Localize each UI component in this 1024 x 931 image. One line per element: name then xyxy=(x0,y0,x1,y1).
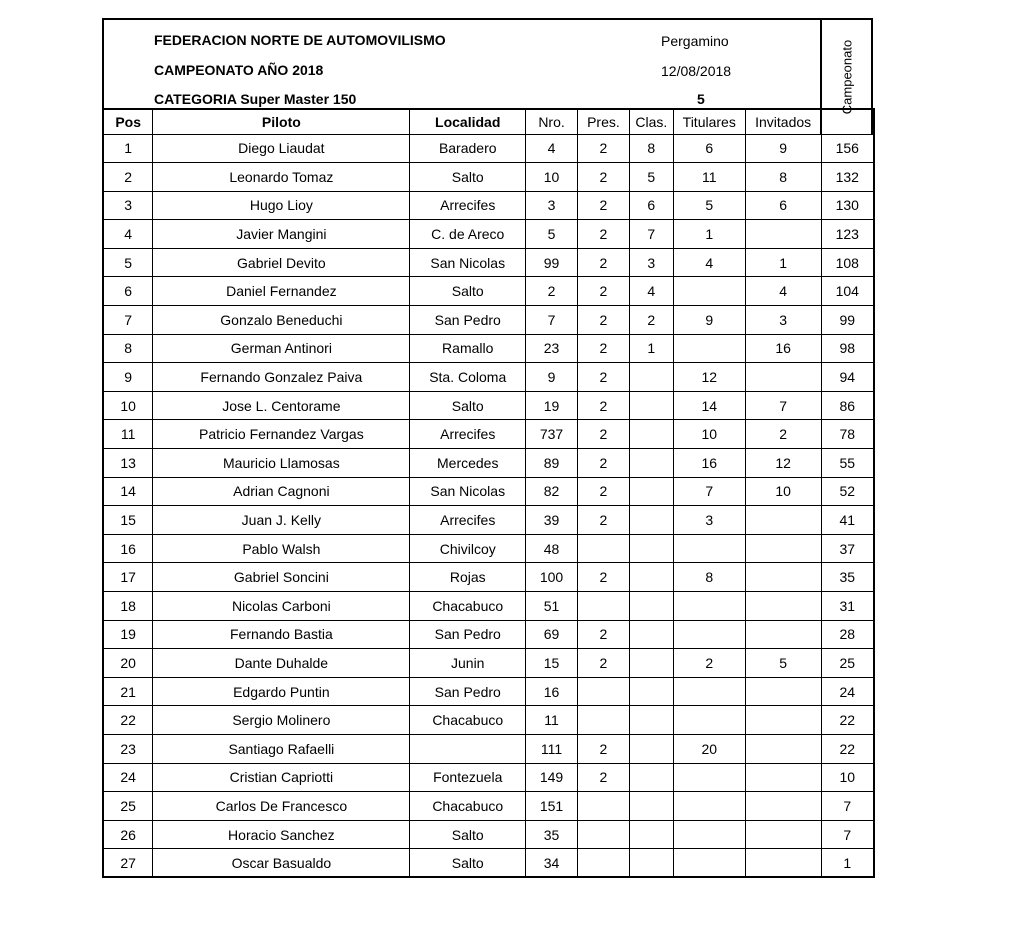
table-row xyxy=(103,420,874,449)
cell-piloto: Nicolas Carboni xyxy=(153,592,410,621)
cell-campeonato: 99 xyxy=(821,306,874,335)
cell-pos: 17 xyxy=(103,563,153,592)
cell-nro: 149 xyxy=(526,763,578,792)
cell-invitados xyxy=(745,763,821,792)
cell-nro: 15 xyxy=(526,649,578,678)
cell-localidad: Baradero xyxy=(410,134,526,163)
cell-pos: 21 xyxy=(103,677,153,706)
table-row xyxy=(103,734,874,763)
cell-invitados xyxy=(745,849,821,878)
cell-clas xyxy=(629,420,673,449)
col-header-campeonato xyxy=(821,109,874,134)
cell-invitados: 4 xyxy=(745,277,821,306)
cell-titulares xyxy=(673,706,745,735)
cell-pres: 2 xyxy=(577,391,629,420)
cell-campeonato: 7 xyxy=(821,820,874,849)
cell-titulares: 10 xyxy=(673,420,745,449)
col-header-pos: Pos xyxy=(103,109,153,134)
table-header-row xyxy=(103,109,874,134)
cell-piloto: Gonzalo Beneduchi xyxy=(153,306,410,335)
cell-invitados: 1 xyxy=(745,248,821,277)
cell-piloto: Leonardo Tomaz xyxy=(153,163,410,192)
cell-pres: 2 xyxy=(577,734,629,763)
championship-title: CAMPEONATO AÑO 2018 xyxy=(154,62,324,78)
cell-piloto: Javier Mangini xyxy=(153,220,410,249)
cell-piloto: Oscar Basualdo xyxy=(153,849,410,878)
cell-titulares xyxy=(673,534,745,563)
cell-clas xyxy=(629,706,673,735)
cell-piloto: Hugo Lioy xyxy=(153,191,410,220)
cell-localidad: Arrecifes xyxy=(410,506,526,535)
cell-nro: 82 xyxy=(526,477,578,506)
cell-campeonato: 37 xyxy=(821,534,874,563)
cell-titulares: 2 xyxy=(673,649,745,678)
cell-pres: 2 xyxy=(577,334,629,363)
table-row xyxy=(103,820,874,849)
cell-pos: 7 xyxy=(103,306,153,335)
cell-localidad: Rojas xyxy=(410,563,526,592)
cell-nro: 48 xyxy=(526,534,578,563)
cell-nro: 19 xyxy=(526,391,578,420)
cell-pos: 24 xyxy=(103,763,153,792)
cell-clas xyxy=(629,391,673,420)
cell-pres: 2 xyxy=(577,306,629,335)
cell-nro: 39 xyxy=(526,506,578,535)
cell-invitados: 5 xyxy=(745,649,821,678)
cell-pos: 9 xyxy=(103,363,153,392)
cell-invitados xyxy=(745,220,821,249)
cell-campeonato: 98 xyxy=(821,334,874,363)
col-header-invitados: Invitados xyxy=(745,109,821,134)
cell-piloto: Pablo Walsh xyxy=(153,534,410,563)
cell-invitados: 6 xyxy=(745,191,821,220)
cell-campeonato: 41 xyxy=(821,506,874,535)
cell-pos: 27 xyxy=(103,849,153,878)
cell-clas xyxy=(629,820,673,849)
cell-localidad: Junin xyxy=(410,649,526,678)
cell-nro: 5 xyxy=(526,220,578,249)
cell-nro: 151 xyxy=(526,792,578,821)
table-row xyxy=(103,677,874,706)
cell-titulares: 7 xyxy=(673,477,745,506)
table-row xyxy=(103,563,874,592)
cell-localidad: Chacabuco xyxy=(410,706,526,735)
table-row xyxy=(103,792,874,821)
cell-clas: 7 xyxy=(629,220,673,249)
standings-table xyxy=(102,108,875,878)
cell-clas: 8 xyxy=(629,134,673,163)
cell-campeonato: 1 xyxy=(821,849,874,878)
cell-pos: 16 xyxy=(103,534,153,563)
cell-localidad: Sta. Coloma xyxy=(410,363,526,392)
cell-pres: 2 xyxy=(577,163,629,192)
col-header-piloto: Piloto xyxy=(153,109,410,134)
cell-localidad: Fontezuela xyxy=(410,763,526,792)
table-row xyxy=(103,506,874,535)
table-row xyxy=(103,449,874,478)
cell-pres: 2 xyxy=(577,191,629,220)
cell-nro: 2 xyxy=(526,277,578,306)
table-row xyxy=(103,477,874,506)
cell-clas xyxy=(629,363,673,392)
cell-campeonato: 86 xyxy=(821,391,874,420)
cell-piloto: Adrian Cagnoni xyxy=(153,477,410,506)
table-row xyxy=(103,248,874,277)
cell-titulares: 12 xyxy=(673,363,745,392)
standings-sheet xyxy=(102,18,875,871)
cell-piloto: Mauricio Llamosas xyxy=(153,449,410,478)
cell-localidad: Mercedes xyxy=(410,449,526,478)
cell-pos: 8 xyxy=(103,334,153,363)
cell-localidad: San Pedro xyxy=(410,306,526,335)
cell-clas: 5 xyxy=(629,163,673,192)
cell-piloto: Santiago Rafaelli xyxy=(153,734,410,763)
cell-pos: 1 xyxy=(103,134,153,163)
cell-campeonato: 132 xyxy=(821,163,874,192)
cell-nro: 7 xyxy=(526,306,578,335)
cell-campeonato: 25 xyxy=(821,649,874,678)
cell-campeonato: 10 xyxy=(821,763,874,792)
cell-invitados: 9 xyxy=(745,134,821,163)
cell-nro: 11 xyxy=(526,706,578,735)
cell-nro: 23 xyxy=(526,334,578,363)
cell-piloto: Fernando Bastia xyxy=(153,620,410,649)
cell-invitados: 3 xyxy=(745,306,821,335)
cell-titulares xyxy=(673,592,745,621)
cell-invitados: 16 xyxy=(745,334,821,363)
cell-piloto: Gabriel Soncini xyxy=(153,563,410,592)
cell-nro: 737 xyxy=(526,420,578,449)
cell-piloto: Sergio Molinero xyxy=(153,706,410,735)
table-row xyxy=(103,134,874,163)
cell-invitados xyxy=(745,563,821,592)
cell-pos: 22 xyxy=(103,706,153,735)
cell-campeonato: 52 xyxy=(821,477,874,506)
cell-clas xyxy=(629,449,673,478)
category-title: CATEGORIA Super Master 150 xyxy=(154,91,357,107)
event-location: Pergamino xyxy=(661,33,729,49)
cell-invitados xyxy=(745,592,821,621)
cell-clas: 4 xyxy=(629,277,673,306)
col-header-clas: Clas. xyxy=(629,109,673,134)
cell-titulares xyxy=(673,792,745,821)
cell-localidad: San Pedro xyxy=(410,620,526,649)
cell-pos: 25 xyxy=(103,792,153,821)
cell-piloto: Jose L. Centorame xyxy=(153,391,410,420)
cell-campeonato: 31 xyxy=(821,592,874,621)
cell-pres: 2 xyxy=(577,134,629,163)
cell-clas xyxy=(629,563,673,592)
cell-nro: 9 xyxy=(526,363,578,392)
cell-titulares xyxy=(673,677,745,706)
cell-pres: 2 xyxy=(577,620,629,649)
cell-pos: 5 xyxy=(103,248,153,277)
cell-pres: 2 xyxy=(577,220,629,249)
col-header-titulares: Titulares xyxy=(673,109,745,134)
cell-invitados xyxy=(745,792,821,821)
table-row xyxy=(103,649,874,678)
cell-pos: 13 xyxy=(103,449,153,478)
cell-campeonato: 123 xyxy=(821,220,874,249)
cell-clas xyxy=(629,506,673,535)
cell-localidad: Salto xyxy=(410,820,526,849)
cell-titulares xyxy=(673,763,745,792)
cell-clas: 3 xyxy=(629,248,673,277)
cell-localidad xyxy=(410,734,526,763)
cell-campeonato: 94 xyxy=(821,363,874,392)
cell-campeonato: 22 xyxy=(821,734,874,763)
table-row xyxy=(103,534,874,563)
cell-piloto: Edgardo Puntin xyxy=(153,677,410,706)
cell-invitados xyxy=(745,363,821,392)
cell-titulares xyxy=(673,277,745,306)
cell-clas xyxy=(629,592,673,621)
cell-piloto: Dante Duhalde xyxy=(153,649,410,678)
table-row xyxy=(103,849,874,878)
cell-localidad: Salto xyxy=(410,277,526,306)
cell-campeonato: 28 xyxy=(821,620,874,649)
cell-clas: 2 xyxy=(629,306,673,335)
cell-nro: 51 xyxy=(526,592,578,621)
cell-pres xyxy=(577,534,629,563)
cell-piloto: Patricio Fernandez Vargas xyxy=(153,420,410,449)
cell-pos: 3 xyxy=(103,191,153,220)
cell-localidad: San Nicolas xyxy=(410,477,526,506)
cell-campeonato: 130 xyxy=(821,191,874,220)
cell-invitados xyxy=(745,734,821,763)
cell-piloto: Juan J. Kelly xyxy=(153,506,410,535)
cell-clas xyxy=(629,792,673,821)
cell-invitados: 8 xyxy=(745,163,821,192)
cell-pres xyxy=(577,849,629,878)
table-row xyxy=(103,191,874,220)
cell-localidad: Arrecifes xyxy=(410,420,526,449)
cell-campeonato: 156 xyxy=(821,134,874,163)
col-header-localidad: Localidad xyxy=(410,109,526,134)
cell-pres: 2 xyxy=(577,277,629,306)
cell-pres xyxy=(577,677,629,706)
cell-titulares: 14 xyxy=(673,391,745,420)
cell-pres: 2 xyxy=(577,248,629,277)
cell-invitados xyxy=(745,534,821,563)
round-number: 5 xyxy=(697,91,705,107)
cell-localidad: Ramallo xyxy=(410,334,526,363)
cell-localidad: Chacabuco xyxy=(410,592,526,621)
cell-titulares: 3 xyxy=(673,506,745,535)
cell-clas xyxy=(629,734,673,763)
cell-localidad: San Pedro xyxy=(410,677,526,706)
cell-campeonato: 24 xyxy=(821,677,874,706)
table-row xyxy=(103,592,874,621)
cell-nro: 16 xyxy=(526,677,578,706)
cell-localidad: San Nicolas xyxy=(410,248,526,277)
cell-pos: 2 xyxy=(103,163,153,192)
cell-clas xyxy=(629,677,673,706)
cell-pres: 2 xyxy=(577,477,629,506)
cell-invitados xyxy=(745,506,821,535)
cell-clas: 1 xyxy=(629,334,673,363)
cell-invitados xyxy=(745,677,821,706)
cell-pres: 2 xyxy=(577,420,629,449)
cell-titulares xyxy=(673,334,745,363)
cell-invitados xyxy=(745,706,821,735)
cell-invitados: 12 xyxy=(745,449,821,478)
cell-campeonato: 78 xyxy=(821,420,874,449)
cell-titulares xyxy=(673,620,745,649)
cell-pres: 2 xyxy=(577,506,629,535)
cell-titulares: 1 xyxy=(673,220,745,249)
table-row xyxy=(103,706,874,735)
cell-clas xyxy=(629,649,673,678)
cell-nro: 3 xyxy=(526,191,578,220)
cell-campeonato: 7 xyxy=(821,792,874,821)
cell-nro: 89 xyxy=(526,449,578,478)
table-row xyxy=(103,763,874,792)
table-row xyxy=(103,363,874,392)
table-row xyxy=(103,334,874,363)
cell-pos: 4 xyxy=(103,220,153,249)
cell-titulares xyxy=(673,849,745,878)
cell-pos: 18 xyxy=(103,592,153,621)
cell-invitados xyxy=(745,620,821,649)
table-row xyxy=(103,391,874,420)
cell-nro: 35 xyxy=(526,820,578,849)
cell-pos: 10 xyxy=(103,391,153,420)
cell-titulares: 16 xyxy=(673,449,745,478)
cell-localidad: Chacabuco xyxy=(410,792,526,821)
cell-pres xyxy=(577,820,629,849)
cell-pres xyxy=(577,592,629,621)
cell-pos: 20 xyxy=(103,649,153,678)
cell-clas xyxy=(629,849,673,878)
cell-piloto: Gabriel Devito xyxy=(153,248,410,277)
cell-pres: 2 xyxy=(577,763,629,792)
cell-titulares: 20 xyxy=(673,734,745,763)
cell-pres: 2 xyxy=(577,449,629,478)
cell-nro: 111 xyxy=(526,734,578,763)
cell-piloto: Cristian Capriotti xyxy=(153,763,410,792)
cell-campeonato: 55 xyxy=(821,449,874,478)
table-row xyxy=(103,277,874,306)
cell-piloto: Diego Liaudat xyxy=(153,134,410,163)
cell-titulares xyxy=(673,820,745,849)
cell-piloto: Horacio Sanchez xyxy=(153,820,410,849)
cell-clas xyxy=(629,477,673,506)
cell-clas xyxy=(629,763,673,792)
cell-invitados: 10 xyxy=(745,477,821,506)
table-row xyxy=(103,306,874,335)
cell-clas xyxy=(629,534,673,563)
cell-pres: 2 xyxy=(577,363,629,392)
cell-pos: 23 xyxy=(103,734,153,763)
cell-invitados: 2 xyxy=(745,420,821,449)
cell-localidad: C. de Areco xyxy=(410,220,526,249)
cell-localidad: Salto xyxy=(410,163,526,192)
cell-pres xyxy=(577,706,629,735)
col-header-pres: Pres. xyxy=(577,109,629,134)
campeonato-label: Campeonato xyxy=(839,39,854,115)
cell-titulares: 4 xyxy=(673,248,745,277)
cell-pres xyxy=(577,792,629,821)
cell-pos: 14 xyxy=(103,477,153,506)
col-header-nro: Nro. xyxy=(526,109,578,134)
cell-localidad: Salto xyxy=(410,849,526,878)
standings-body xyxy=(103,134,874,877)
cell-titulares: 8 xyxy=(673,563,745,592)
cell-localidad: Salto xyxy=(410,391,526,420)
cell-pos: 6 xyxy=(103,277,153,306)
cell-pres: 2 xyxy=(577,649,629,678)
event-date: 12/08/2018 xyxy=(661,63,732,79)
cell-campeonato: 35 xyxy=(821,563,874,592)
cell-nro: 34 xyxy=(526,849,578,878)
cell-piloto: Carlos De Francesco xyxy=(153,792,410,821)
cell-invitados xyxy=(745,820,821,849)
cell-clas xyxy=(629,620,673,649)
cell-nro: 4 xyxy=(526,134,578,163)
table-row xyxy=(103,620,874,649)
table-row xyxy=(103,220,874,249)
cell-piloto: German Antinori xyxy=(153,334,410,363)
cell-pos: 15 xyxy=(103,506,153,535)
cell-nro: 99 xyxy=(526,248,578,277)
federation-title: FEDERACION NORTE DE AUTOMOVILISMO xyxy=(154,32,446,48)
cell-campeonato: 22 xyxy=(821,706,874,735)
cell-piloto: Fernando Gonzalez Paiva xyxy=(153,363,410,392)
cell-pres: 2 xyxy=(577,563,629,592)
sheet-header xyxy=(102,18,822,108)
cell-pos: 19 xyxy=(103,620,153,649)
cell-titulares: 5 xyxy=(673,191,745,220)
cell-nro: 69 xyxy=(526,620,578,649)
cell-campeonato: 104 xyxy=(821,277,874,306)
cell-piloto: Daniel Fernandez xyxy=(153,277,410,306)
cell-titulares: 6 xyxy=(673,134,745,163)
cell-campeonato: 108 xyxy=(821,248,874,277)
cell-nro: 100 xyxy=(526,563,578,592)
cell-invitados: 7 xyxy=(745,391,821,420)
cell-localidad: Arrecifes xyxy=(410,191,526,220)
cell-pos: 26 xyxy=(103,820,153,849)
table-row xyxy=(103,163,874,192)
cell-localidad: Chivilcoy xyxy=(410,534,526,563)
cell-nro: 10 xyxy=(526,163,578,192)
cell-titulares: 9 xyxy=(673,306,745,335)
cell-titulares: 11 xyxy=(673,163,745,192)
cell-pos: 11 xyxy=(103,420,153,449)
cell-clas: 6 xyxy=(629,191,673,220)
